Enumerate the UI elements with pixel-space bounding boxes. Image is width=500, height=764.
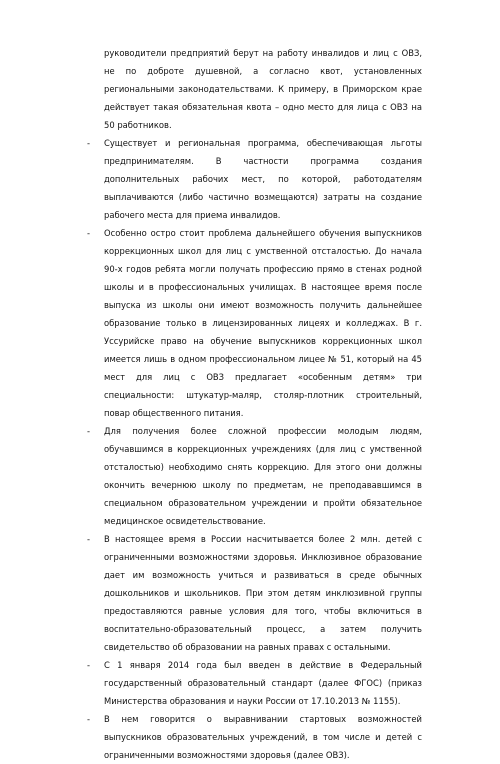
- list-item-text: Для получения более сложной профессии молодым людям, обучавшимся в коррекционных учреждениях (для лиц с умственной отсталостью) необходимо снять коррекцию. Для этого они должны окончить вечернюю школу по предметам, не преподававшимся в специальном образовательном учреждении и пройти обязательное медицинское освидетельствование.: [104, 426, 422, 526]
- list-item-text: Особенно остро стоит проблема дальнейшего обучения выпускников коррекционных школ для лиц с умственной отсталостью. До начала 90-х годов ребята могли получать профессию прямо в стенах родной школы и в профессиональных училищах. В настоящее время после выпуска из школы они имеют возможность получить дальнейшее образование только в лицензированных лицеях и колледжах. В г. Уссурийске право на обучение выпускников коррекционных школ имеется лишь в одном профессиональном лицее № 51, который на 45 мест для лиц с ОВЗ предлагает «особенным детям» три специальности: штукатур-маляр, столяр-плотник строительный, повар общественного питания.: [104, 228, 422, 418]
- bullet-list: [87, 134, 422, 764]
- list-item: [87, 134, 422, 224]
- document-body: [87, 44, 422, 764]
- list-item: [87, 530, 422, 656]
- bullet-dash: -: [87, 138, 91, 148]
- list-item-text: Существует и региональная программа, обеспечивающая льготы предпринимателям. В частности программа создания дополнительных рабочих мест, по которой, работодателям выплачиваются (либо частично возмещаются) затраты на создание рабочего места для приема инвалидов.: [104, 138, 422, 220]
- list-item-text: В настоящее время в России насчитывается более 2 млн. детей с ограниченными возможностями здоровья. Инклюзивное образование дает им возможность учиться и развиваться в среде обычных дошкольников и школьников. При этом детям инклюзивной группы предоставляются равные условия для того, чтобы включиться в воспитательно-образовательный процесс, а затем получить свидетельство об образовании на равных правах с остальными.: [104, 534, 422, 652]
- list-item: [87, 422, 422, 530]
- list-item: [87, 710, 422, 764]
- list-item: [87, 656, 422, 710]
- list-item: [87, 224, 422, 422]
- bullet-dash: -: [87, 660, 91, 670]
- intro-paragraph: руководители предприятий берут на работу инвалидов и лиц с ОВЗ, не по доброте душевной, а согласно квот, установленных региональными законодательствами. К примеру, в Приморском крае действует такая обязательная квота – одно место для лица с ОВЗ на 50 работников.: [104, 48, 422, 130]
- list-item-text: В нем говорится о выравнивании стартовых возможностей выпускников образовательных учреждений, в том числе и детей с ограниченными возможностями здоровья (далее ОВЗ).: [104, 714, 422, 760]
- list-item-text: С 1 января 2014 года был введен в действие в Федеральный государственный образовательный стандарт (далее ФГОС) (приказ Министерства образования и науки России от 17.10.2013 № 1155).: [104, 660, 422, 706]
- bullet-dash: -: [87, 426, 91, 436]
- bullet-dash: -: [87, 534, 91, 544]
- bullet-dash: -: [87, 228, 91, 238]
- bullet-dash: -: [87, 714, 91, 724]
